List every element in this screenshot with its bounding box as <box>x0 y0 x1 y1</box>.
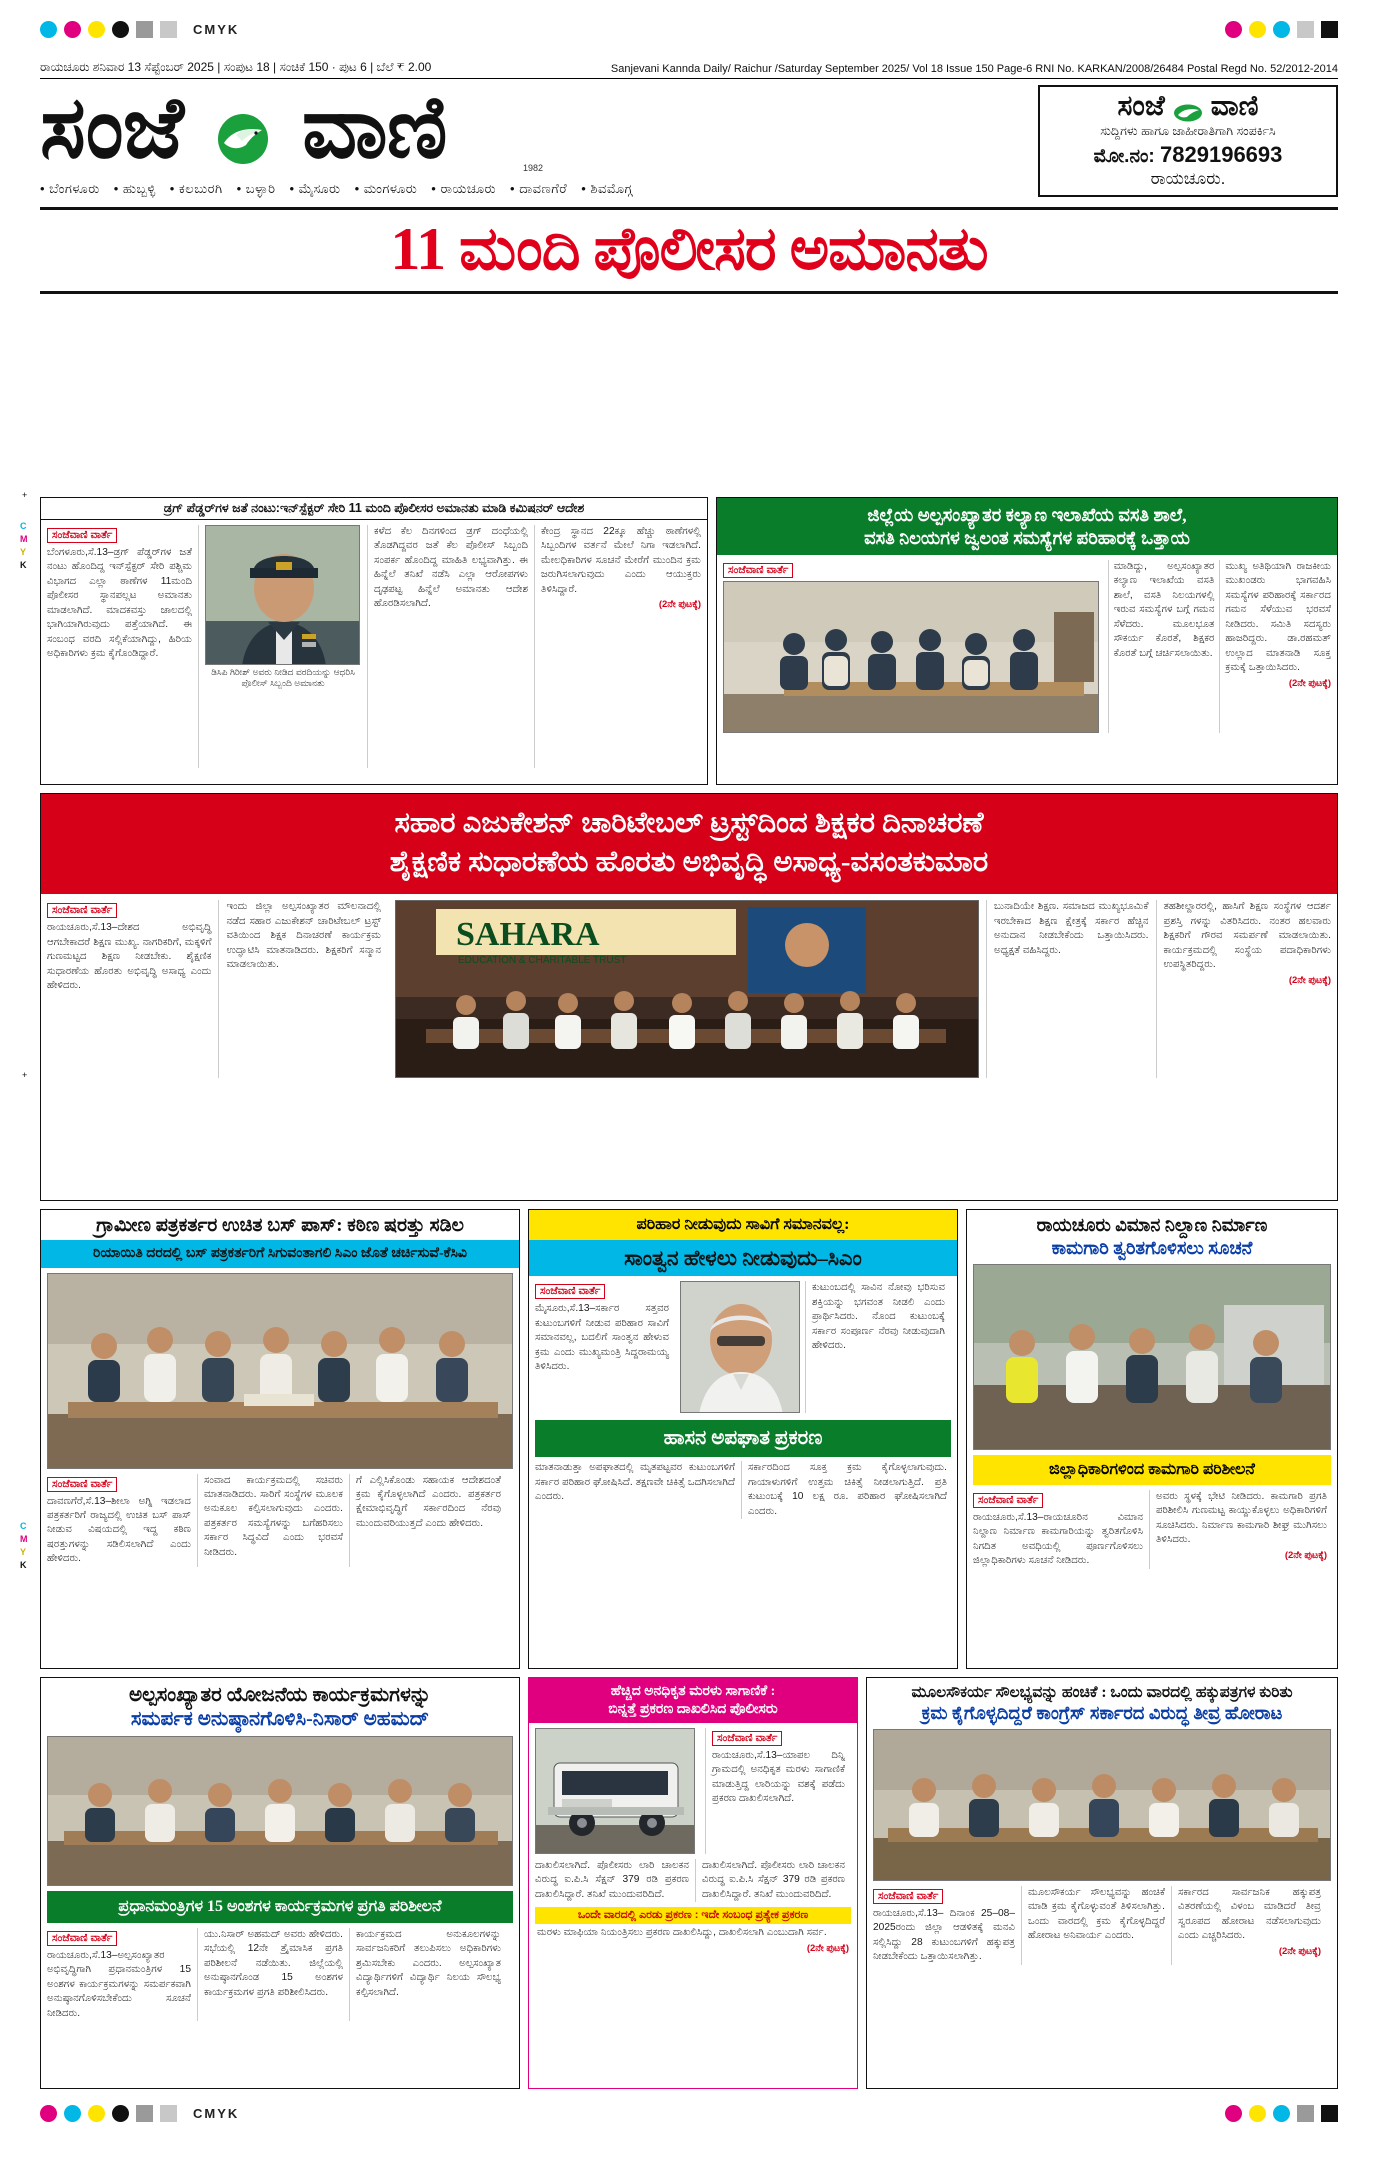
sahara-col1: ರಾಯಚೂರು,ಸೆ.13–ದೇಶದ ಅಭಿವೃದ್ಧಿ ಆಗಬೇಕಾದರೆ ಶಿಕ್ಷಣ ಮುಖ್ಯ. ನಾಗರಿಕರಿಗೆ, ಮಕ್ಕಳಿಗೆ ಗುಣಮಟ್ಟದ ಶಿಕ್ಷಣ ನೀಡಬೇಕು. ಶೈಕ್ಷಣಿಕ ಸುಧಾರಣೆಯ ಹೊರತು ಅಭಿವೃದ್ಧಿ ಅಸಾಧ್ಯ ಎಂದು ಹೇಳಿದರು. <box>47 922 212 992</box>
congress-col2: ಮೂಲಸೌಕರ್ಯ ಸೌಲಭ್ಯವನ್ನು ಹಂಚಿಕೆ ಮಾಡಿ ಕ್ರಮ ಕೈಗೊಳ್ಳುವಂತೆ ತಿಳಿಸಲಾಗಿತ್ತು. ಒಂದು ವಾರದಲ್ಲಿ ಕ್ರಮ ಕೈಗೊಳ್ಳದಿದ್ದರೆ ಹೋರಾಟ ಅನಿವಾರ್ಯ ಎಂದರು. <box>1028 1887 1165 1942</box>
buspass-col3: ಗೆ ಎಲ್ಲಿಸಿಕೊಂಡು ಸಹಾಯಕ ಆದೇಶದಂತೆ ಕ್ರಮ ಕೈಗೊಳ್ಳಲಾಗಿದೆ ಎಂದರು. ಪತ್ರಕರ್ತರ ಕ್ಷೇಮಾಭಿವೃದ್ಧಿಗೆ ಸರ್ಕಾರದಿಂದ ನೆರವು ಮುಂದುವರಿಯುತ್ತದೆ ಎಂದು ಹೇಳಿದರು. <box>356 1474 501 1529</box>
masthead-title-left: ಸಂಜೆ <box>40 80 183 176</box>
buspass-col2: ಸಂವಾದ ಕಾರ್ಯಕ್ರಮದಲ್ಲಿ ಸಚಿವರು ಮಾತನಾಡಿದರು. ಸಾರಿಗೆ ಸಂಸ್ಥೆಗಳ ಮೂಲಕ ಅನುಕೂಲ ಕಲ್ಪಿಸಲಾಗುವುದು ಎಂದರು. ಪತ್ರಕರ್ತರ ಸಮಸ್ಯೆಗಳನ್ನು ಬಗೆಹರಿಸಲು ಸರ್ಕಾರ ಸಿದ್ಧವಿದೆ ಎಂದು ಭರವಸೆ ನೀಡಿದರು. <box>204 1474 343 1558</box>
sahara-banner-subtext: EDUCATION & CHARITABLE TRUST <box>458 955 627 967</box>
city-3: • ಬಳ್ಳಾರಿ <box>237 181 276 197</box>
truck-col1: ರಾಯಚೂರು,ಸೆ.13–ಯಾಪಲ ದಿನ್ನಿ ಗ್ರಾಮದಲ್ಲಿ ಅನಧಿಕೃತ ಮರಳು ಸಾಗಾಣಿಕೆ ಮಾಡುತ್ತಿದ್ದ ಲಾರಿಯನ್ನು ವಶಕ್ಕೆ ಪಡೆದು ಪ್ರಕರಣ ದಾಖಲಿಸಲಾಗಿದೆ. <box>712 1750 845 1805</box>
ad-box-phone-number[interactable]: 7829196693 <box>1160 142 1283 167</box>
hostel-headline-line1: ಜಿಲ್ಲೆಯ ಅಲ್ಪಸಂಖ್ಯಾತರ ಕಲ್ಯಾಣ ಇಲಾಖೆಯ ವಸತಿ ಶಾಲೆ, <box>867 505 1187 525</box>
registration-dots-left <box>40 21 177 38</box>
sahara-col2: ಇಂದು ಜಿಲ್ಲಾ ಅಲ್ಪಸಂಖ್ಯಾತರ ಮೌಲನಾದಲ್ಲಿ ನಡೆದ ಸಹಾರ ಎಜುಕೇಶನ್ ಚಾರಿಟೇಬಲ್ ಟ್ರಸ್ಟ್ ವತಿಯಿಂದ ಶಿಕ್ಷಕ ದಿನಾಚರಣೆ ಕಾರ್ಯಕ್ರಮ ಉದ್ಘಾಟಿಸಿ ಮಾತನಾಡಿದರು. ಶಿಕ್ಷಕರಿಗೆ ಸನ್ಮಾನ ಮಾಡಲಾಯಿತು. <box>226 901 381 971</box>
sahara-col4: ತಹಶೀಲ್ದಾರರಲ್ಲಿ, ಹಾಸಿಗೆ ಶಿಕ್ಷಣ ಸಂಸ್ಥೆಗಳ ಆದರ್ಶ ಪ್ರಶಸ್ತಿ ಗಳನ್ನು ವಿತರಿಸಿದರು. ನಂತರ ಹಲವಾರು ಶಿಕ್ಷಕರಿಗೆ ಗೌರವ ಸಮರ್ಪಣೆ ಮಾಡಲಾಯಿತು. ಕಾರ್ಯಕ್ರಮದಲ್ಲಿ ಸಂಸ್ಥೆಯ ಪದಾಧಿಕಾರಿಗಳು ಉಪಸ್ಥಿತರಿದ್ದರು. <box>1163 901 1331 971</box>
lead-headline: 11 ಮಂದಿ ಪೊಲೀಸರ ಅಮಾನತು <box>390 216 988 282</box>
buspass-byline: ಸಂಜೆವಾಣಿ ವಾರ್ತೆ <box>47 1477 117 1492</box>
minority-bar-line1: ಅಲ್ಪಸಂಖ್ಯಾತರ ಯೋಜನೆಯ ಕಾರ್ಯಕ್ರಮಗಳನ್ನು <box>129 1684 431 1706</box>
truck-bar-line2: ಬಿನ್ನತ್ತೆ ಪ್ರಕರಣ ದಾಖಲಿಸಿದ ಪೊಲೀಸರು <box>608 1701 778 1717</box>
truck-col2b: ದಾಖಲಿಸಲಾಗಿದೆ. ಪೊಲೀಸರು ಲಾರಿ ಚಾಲಕನ ವಿರುದ್ಧ ಐ.ಪಿ.ಸಿ ಸೆಕ್ಷನ್ 379 ರಡಿ ಪ್ರಕರಣ ದಾಖಲಿಸಿದ್ದಾರೆ. ತನಿಖೆ ಮುಂದುವರಿದಿದೆ. <box>702 1860 845 1900</box>
police-officer-photo <box>205 525 360 665</box>
police-continue[interactable]: (2ನೇ ಪುಟಕ್ಕೆ) <box>658 599 701 611</box>
congress-bar-line1: ಮೂಲಸೌಕರ್ಯ ಸೌಲಭ್ಯವನ್ನು ಹಂಚಿಕೆ : ಒಂದು ವಾರದಲ್ಲಿ ಹಕ್ಕುಪತ್ರಗಳ ಕುರಿತು <box>911 1684 1293 1701</box>
minority-sub-bar: ಪ್ರಧಾನಮಂತ್ರಿಗಳ 15 ಅಂಶಗಳ ಕಾರ್ಯಕ್ರಮಗಳ ಪ್ರಗತಿ ಪರಿಶೀಲನೆ <box>47 1891 513 1923</box>
cm-bar-line1: ಪರಿಹಾರ ನೀಡುವುದು ಸಾವಿಗೆ ಸಮಾನವಲ್ಲ: <box>529 1210 957 1240</box>
story-sand-truck <box>528 1677 858 2089</box>
print-registration-strip-top <box>0 12 1378 46</box>
side-cmyk-marks-1: C M Y K <box>20 521 28 571</box>
cm-col1: ಮೈಸೂರು,ಸೆ.13–ಸರ್ಕಾರ ಸತ್ತವರ ಕುಟುಂಬಗಳಿಗೆ ನೀಡುವ ಪರಿಹಾರ ಸಾವಿಗೆ ಸಮಾನವಲ್ಲ, ಬದಲಿಗೆ ಸಾಂತ್ವನ ಹೇಳುವ ಕ್ರಮ ಎಂದು ಮುಖ್ಯಮಂತ್ರಿ ಸಿದ್ದರಾಮಯ್ಯ ತಿಳಿಸಿದರು. <box>535 1303 669 1373</box>
edition-line-kannada: ರಾಯಚೂರು ಶನಿವಾರ 13 ಸೆಪ್ಟೆಂಬರ್ 2025 | ಸಂಪುಟ 18 | ಸಂಚಿಕೆ 150 · ಪುಟ 6 | ಬೆಲೆ ₹ 2.00 <box>40 60 432 74</box>
congress-col3: ಸರ್ಕಾರದ ಸಾರ್ವಜನಿಕ ಹಕ್ಕುಪತ್ರ ವಿತರಣೆಯಲ್ಲಿ ವಿಳಂಬ ಮಾಡಿದರೆ ತೀವ್ರ ಸ್ವರೂಪದ ಹೋರಾಟ ನಡೆಸಲಾಗುವುದು ಎಂದು ಎಚ್ಚರಿಸಿದರು. <box>1178 1887 1321 1942</box>
cm-hasana-bar: ಹಾಸನ ಅಪಘಾತ ಪ್ರಕರಣ <box>535 1420 951 1457</box>
airport-col1: ರಾಯಚೂರು,ಸೆ.13–ರಾಯಚೂರಿನ ವಿಮಾನ ನಿಲ್ದಾಣ ನಿರ್ಮಾಣ ಕಾಮಗಾರಿಯನ್ನು ತ್ವರಿತಗೊಳಿಸಿ ನಿಗದಿತ ಅವಧಿಯಲ್ಲಿ ಪೂರ್ಣಗೊಳಿಸಲು ಜಿಲ್ಲಾಧಿಕಾರಿಗಳು ಸೂಚನೆ ನೀಡಿದರು. <box>973 1512 1143 1567</box>
airport-continue[interactable]: (2ನೇ ಪುಟಕ್ಕೆ) <box>1284 1549 1327 1561</box>
city-7: • ದಾವಣಗೆರೆ <box>510 181 567 197</box>
truck-footer-text: ಮರಳು ಮಾಫಿಯಾ ನಿಯಂತ್ರಿಸಲು ಪ್ರಕರಣ ದಾಖಲಿಸಿದ್ದು, ದಾಖಲಿಸಲಾಗಿ ಎಂಬುದಾಗಿ ಸರ್ವ. <box>537 1927 827 1939</box>
congress-meeting-photo <box>873 1729 1331 1881</box>
sahara-continue[interactable]: (2ನೇ ಪುಟಕ್ಕೆ) <box>1288 974 1331 986</box>
sahara-col3: ಬುನಾದಿಯೇ ಶಿಕ್ಷಣ. ಸಮಾಜದ ಮುಖ್ಯಭೂಮಿಕೆ ಇರಬೇಕಾದ ಶಿಕ್ಷಣ ಕ್ಷೇತ್ರಕ್ಕೆ ಸರ್ಕಾರ ಹೆಚ್ಚಿನ ಅನುದಾನ ನೀಡಬೇಕೆಂದು ಒತ್ತಾಯಿಸಿದರು. ಅಧ್ಯಕ್ಷತೆ ವಹಿಸಿದ್ದರು. <box>994 901 1149 956</box>
airport-site-photo <box>973 1264 1331 1450</box>
airport-byline: ಸಂಜೆವಾಣಿ ವಾರ್ತೆ <box>973 1493 1043 1508</box>
edition-cities <box>40 181 1026 197</box>
hostel-col2: ಮುಖ್ಯ ಅತಿಥಿಯಾಗಿ ರಾಜಕೀಯ ಮುಖಂಡರು ಭಾಗವಹಿಸಿ ಸಮಸ್ಯೆಗಳ ಪರಿಹಾರಕ್ಕೆ ಸರ್ಕಾರದ ಗಮನ ಸೆಳೆಯುವ ಭರವಸೆ ನೀಡಿದರು. ಸಮಿತಿ ಸದಸ್ಯರು ಹಾಜರಿದ್ದರು. ಡಾ.ರಹಮತ್ ಉಲ್ಲಾದ ಮಾತನಾಡಿ ಸೂಕ್ತ ಕ್ರಮಕ್ಕೆ ಒತ್ತಾಯಿಸಿದರು. <box>1225 561 1331 674</box>
crop-mark-mid: + <box>22 1070 28 1080</box>
story-congress <box>866 1677 1338 2089</box>
story-buspass <box>40 1209 520 1669</box>
city-2: • ಕಲಬುರಗಿ <box>170 181 223 197</box>
police-photo-caption: ಡಿಸಿಪಿ ಗಿರೀಶ್ ಅವರು ನೀಡಿದ ವರದಿಯನ್ನು ಆಧರಿಸಿ ಪೊಲೀಸ್ ಸಿಬ್ಬಂದಿ ಅಮಾನತು <box>211 667 355 688</box>
cm-byline: ಸಂಜೆವಾಣಿ ವಾರ್ತೆ <box>535 1284 605 1299</box>
masthead-title-right: ವಾಣಿ <box>302 80 447 176</box>
established-year: 1982 <box>522 163 544 173</box>
truck-footer-bar: ಒಂದೇ ವಾರದಲ್ಲಿ ಎರಡು ಪ್ರಕರಣ : ಇದೇ ಸಂಬಂಧ ಪ್ರತ್ಯೇಕ ಪ್ರಕರಣ <box>535 1907 851 1924</box>
edition-line-english: Sanjevani Kannda Daily/ Raichur /Saturday September 2025/ Vol 18 Issue 150 Page-6 RNI No. KARKAN/2008/26484 Postal Regd No. 52/2012-2014 <box>610 63 1338 75</box>
masthead-title-block <box>40 80 1026 197</box>
city-6: • ರಾಯಚೂರು <box>431 181 496 197</box>
minority-meeting-photo <box>47 1736 513 1886</box>
cmyk-label-bottom: CMYK <box>193 2105 240 2121</box>
ad-box-title-left: ಸಂಜೆ <box>1117 91 1165 122</box>
buspass-col1: ದಾವಣಗೆರೆ,ಸೆ.13–ಶೀಲಾ ಅಗ್ನಿ ಇಡಲಾದ ಪತ್ರಕರ್ತರಿಗೆ ರಾಜ್ಯದಲ್ಲಿ ಉಚಿತ ಬಸ್ ಪಾಸ್ ನೀಡುವ ವಿಷಯದಲ್ಲಿ ಇದ್ದ ಕಠಿಣ ಷರತ್ತುಗಳನ್ನು ಸಡಿಲಿಸಲಾಗಿದೆ ಎಂದು ಹೇಳಿದರು. <box>47 1495 191 1565</box>
cm-col4: ಸರ್ಕಾರದಿಂದ ಸೂಕ್ತ ಕ್ರಮ ಕೈಗೊಳ್ಳಲಾಗುವುದು. ಗಾಯಾಳುಗಳಿಗೆ ಉತ್ತಮ ಚಿಕಿತ್ಸೆ ನೀಡಲಾಗುತ್ತಿದೆ. ಪ್ರತಿ ಕುಟುಂಬಕ್ಕೆ 10 ಲಕ್ಷ ರೂ. ಪರಿಹಾರ ಘೋಷಿಸಲಾಗಿದೆ ಎಂದರು. <box>748 1462 947 1517</box>
ad-box-title-right: ವಾಣಿ <box>1210 91 1259 122</box>
truck-bar-line1: ಹೆಚ್ಚಿದ ಅನಧಿಕೃತ ಮರಳು ಸಾಗಾಣಿಕೆ : <box>610 1684 776 1699</box>
police-byline: ಸಂಜೆವಾಣಿ ವಾರ್ತೆ <box>47 528 117 543</box>
airport-sub-bar: ಜಿಲ್ಲಾಧಿಕಾರಿಗಳಿಂದ ಕಾಮಗಾರಿ ಪರಿಶೀಲನೆ <box>973 1455 1331 1485</box>
hostel-col1: ಮಾಡಿದ್ದು, ಅಲ್ಪಸಂಖ್ಯಾತರ ಕಲ್ಯಾಣ ಇಲಾಖೆಯ ವಸತಿ ಶಾಲೆ, ವಸತಿ ನಿಲಯಗಳಲ್ಲಿ ಇರುವ ಸಮಸ್ಯೆಗಳ ಬಗ್ಗೆ ಗಮನ ಸೆಳೆದರು. ಮೂಲಭೂತ ಸೌಕರ್ಯ ಕೊರತೆ, ಶಿಕ್ಷಕರ ಕೊರತೆ ಬಗ್ಗೆ ಚರ್ಚಿಸಲಾಯಿತು. <box>1113 561 1215 659</box>
ad-box-city: ರಾಯಚೂರು. <box>1150 169 1226 188</box>
cmyk-label-left: CMYK <box>193 21 240 37</box>
city-4: • ಮೈಸೂರು <box>289 181 340 197</box>
hostel-meeting-photo <box>723 581 1099 733</box>
police-kicker: ಡ್ರಗ್ ಪೆಡ್ಡರ್‌ಗಳ ಜತೆ ನಂಟು:ಇನ್‌ಸ್ಪೆಕ್ಟರ್ ಸೇರಿ 11 ಮಂದಿ ಪೊಲೀಸರ ಅಮಾನತು ಮಾಡಿ ಕಮಿಷನರ್ ಆದೇಶ <box>41 498 707 520</box>
side-cmyk-marks-2: C M Y K <box>20 1521 28 1571</box>
truck-col2: ದಾಖಲಿಸಲಾಗಿದೆ. ಪೊಲೀಸರು ಲಾರಿ ಚಾಲಕನ ವಿರುದ್ಧ ಐ.ಪಿ.ಸಿ ಸೆಕ್ಷನ್ 379 ರಡಿ ಪ್ರಕರಣ ದಾಖಲಿಸಿದ್ದಾರೆ. ತನಿಖೆ ಮುಂದುವರಿದಿದೆ. <box>535 1860 689 1900</box>
story-sahara <box>40 793 1338 1201</box>
cm-col2: ಕುಟುಂಬದಲ್ಲಿ ಸಾವಿನ ನೋವು ಭರಿಸುವ ಶಕ್ತಿಯನ್ನು ಭಗವಂತ ನೀಡಲಿ ಎಂದು ಪ್ರಾರ್ಥಿಸಿದರು. ನೊಂದ ಕುಟುಂಬಕ್ಕೆ ಸರ್ಕಾರ ಸಂಪೂರ್ಣ ನೆರವು ನೀಡುವುದಾಗಿ ಹೇಳಿದರು. <box>812 1282 945 1352</box>
city-5: • ಮಂಗಳೂರು <box>355 181 418 197</box>
hostel-continue[interactable]: (2ನೇ ಪುಟಕ್ಕೆ) <box>1288 677 1331 689</box>
lead-headline-banner <box>40 207 1338 294</box>
contact-advert-box <box>1038 85 1338 197</box>
registration-dots-right <box>1225 21 1338 38</box>
story-minority <box>40 1677 520 2089</box>
city-1: • ಹುಬ್ಬಳ್ಳಿ <box>114 181 156 197</box>
police-col1: ಬೆಂಗಳೂರು,ಸೆ.13–ಡ್ರಗ್ ಪೆಡ್ಡರ್‌ಗಳ ಜತೆ ನಂಟು ಹೊಂದಿದ್ದ ಇನ್‌ಸ್ಪೆಕ್ಟರ್ ಸೇರಿ ಪಶ್ಚಿಮ ವಿಭಾಗದ ಎಲ್ಲಾ ಠಾಣೆಗಳ 11ಮಂದಿ ಪೊಲೀಸರ ಸ್ಥಾನಪಲ್ಲಟ ಅಮಾನತು ಮಾಡಲಾಗಿದೆ. ಮಾದಕವಸ್ತು ಜಾಲದಲ್ಲಿ ಭಾಗಿಯಾಗಿರುವುದು ಪತ್ತೆಯಾಗಿದೆ. ಈ ಸಂಬಂಧ ವರದಿ ಸಲ್ಲಿಕೆಯಾಗಿದ್ದು, ಹಿರಿಯ ಅಧಿಕಾರಿಗಳು ಕ್ರಮ ಕೈಗೊಂಡಿದ್ದಾರೆ. <box>47 547 193 660</box>
airport-col2: ಅವರು ಸ್ಥಳಕ್ಕೆ ಭೇಟಿ ನೀಡಿದರು. ಕಾಮಗಾರಿ ಪ್ರಗತಿ ಪರಿಶೀಲಿಸಿ ಗುಣಮಟ್ಟ ಕಾಯ್ದುಕೊಳ್ಳಲು ಅಧಿಕಾರಿಗಳಿಗೆ ಸೂಚಿಸಿದರು. ನಿರ್ಮಾಣ ಕಾಮಗಾರಿ ಶೀಘ್ರ ಮುಗಿಸಲು ತಿಳಿಸಿದರು. <box>1156 1491 1327 1546</box>
story-airport <box>966 1209 1338 1669</box>
hostel-byline: ಸಂಜೆವಾಣಿ ವಾರ್ತೆ <box>723 563 793 578</box>
city-8: • ಶಿವಮೊಗ್ಗ <box>581 181 633 197</box>
minority-col3: ಕಾರ್ಯಕ್ರಮದ ಅನುಕೂಲಗಳನ್ನು ಸಾರ್ವಜನಿಕರಿಗೆ ತಲುಪಿಸಲು ಅಧಿಕಾರಿಗಳು ಶ್ರಮಿಸಬೇಕು ಎಂದರು. ಅಲ್ಪಸಂಖ್ಯಾತ ವಿದ್ಯಾರ್ಥಿಗಳಿಗೆ ವಿದ್ಯಾರ್ಥಿ ನಿಲಯ ಸೌಲಭ್ಯ ಕಲ್ಪಿಸಲಾಗಿದೆ. <box>356 1929 501 1998</box>
buspass-headline: ಗ್ರಾಮೀಣ ಪತ್ರಕರ್ತರ ಉಚಿತ ಬಸ್ ಪಾಸ್: ಕಠಿಣ ಷರತ್ತು ಸಡಿಲ <box>96 1215 464 1236</box>
story-police <box>40 497 708 785</box>
airport-bar-line1: ರಾಯಚೂರು ವಿಮಾನ ನಿಲ್ದಾಣ ನಿರ್ಮಾಣ <box>1036 1215 1268 1235</box>
dove-mini-icon <box>1173 98 1203 116</box>
story-cm <box>528 1209 958 1669</box>
minority-byline: ಸಂಜೆವಾಣಿ ವಾರ್ತೆ <box>47 1931 117 1946</box>
ad-box-subtitle: ಸುದ್ದಿಗಳು ಹಾಗೂ ಜಾಹೀರಾತಿಗಾಗಿ ಸಂಪರ್ಕಿಸಿ <box>1100 124 1276 138</box>
congress-col1: ರಾಯಚೂರು,ಸೆ.13– ದಿನಾಂಕ 25–08–2025ರಂದು ಜಿಲ್ಲಾ ಆಡಳಿತಕ್ಕೆ ಮನವಿ ಸಲ್ಲಿಸಿದ್ದು 28 ಕುಟುಂಬಗಳಿಗೆ ಹಕ್ಕುಪತ್ರ ನೀಡಬೇಕೆಂದು ಒತ್ತಾಯಿಸಲಾಗಿತ್ತು. <box>873 1908 1015 1963</box>
registration-dots-bottom-right <box>1225 2105 1338 2122</box>
hostel-headline-line2: ವಸತಿ ನಿಲಯಗಳ ಜ್ವಲಂತ ಸಮಸ್ಯೆಗಳ ಪರಿಹಾರಕ್ಕೆ ಒತ್ತಾಯ <box>864 527 1190 548</box>
minority-col2: ಯು.ನಿಸಾರ್ ಅಹಮದ್ ಅವರು ಹೇಳಿದರು. ಸಭೆಯಲ್ಲಿ 12ನೇ ತ್ರೈಮಾಸಿಕ ಪ್ರಗತಿ ಪರಿಶೀಲನೆ ನಡೆಯಿತು. ಜಿಲ್ಲೆಯಲ್ಲಿ ಅನುಷ್ಠಾನಗೊಂಡ 15 ಅಂಶಗಳ ಕಾರ್ಯಕ್ರಮಗಳ ಪ್ರಗತಿ ಪರಿಶೀಲಿಸಿದರು. <box>204 1929 343 1998</box>
sahara-headline-line1: ಸಹಾರ ಎಜುಕೇಶನ್ ಚಾರಿಟೇಬಲ್ ಟ್ರಸ್ಟ್‌ದಿಂದ ಶಿಕ್ಷಕರ ದಿನಾಚರಣೆ <box>394 807 984 839</box>
sahara-banner-text: SAHARA <box>456 916 600 954</box>
dove-logo-icon <box>206 93 280 145</box>
congress-byline: ಸಂಜೆವಾಣಿ ವಾರ್ತೆ <box>873 1889 943 1904</box>
masthead <box>40 60 1338 294</box>
cm-portrait-photo <box>680 1281 800 1413</box>
cm-col3: ಮಾತನಾಡುತ್ತಾ ಅಪಘಾತದಲ್ಲಿ ಮೃತಪಟ್ಟವರ ಕುಟುಂಬಗಳಿಗೆ ಸರ್ಕಾರ ಪರಿಹಾರ ಘೋಷಿಸಿದೆ. ತಕ್ಷಣವೇ ಚಿಕಿತ್ಸೆ ಒದಗಿಸಲಾಗಿದೆ ಎಂದರು. <box>535 1462 735 1503</box>
city-0: • ಬೆಂಗಳೂರು <box>40 181 100 197</box>
congress-bar-line2: ಕ್ರಮ ಕೈಗೊಳ್ಳದಿದ್ದರೆ ಕಾಂಗ್ರೆಸ್ ಸರ್ಕಾರದ ವಿರುದ್ಧ ತೀವ್ರ ಹೋರಾಟ <box>921 1703 1283 1723</box>
truck-continue[interactable]: (2ನೇ ಪುಟಕ್ಕೆ) <box>806 1942 849 1954</box>
sahara-headline-line2: ಶೈಕ್ಷಣಿಕ ಸುಧಾರಣೆಯ ಹೊರತು ಅಭಿವೃದ್ಧಿ ಅಸಾಧ್ಯ-ವಸಂತಕುಮಾರ <box>389 846 989 879</box>
congress-continue[interactable]: (2ನೇ ಪುಟಕ್ಕೆ) <box>1278 1945 1321 1957</box>
minority-col1: ರಾಯಚೂರು,ಸೆ.13–ಅಲ್ಪಸಂಖ್ಯಾತರ ಅಭಿವೃದ್ಧಿಗಾಗಿ ಪ್ರಧಾನಮಂತ್ರಿಗಳ 15 ಅಂಶಗಳ ಕಾರ್ಯಕ್ರಮಗಳನ್ನು ಸಮರ್ಪಕವಾಗಿ ಅನುಷ್ಠಾನಗೊಳಿಸಬೇಕೆಂದು ಸೂಚನೆ ನೀಡಿದರು. <box>47 1950 191 2019</box>
sahara-stage-photo <box>395 900 979 1078</box>
minority-bar-line2: ಸಮರ್ಪಕ ಅನುಷ್ಠಾನಗೊಳಿಸಿ-ನಿಸಾರ್ ಅಹಮದ್ <box>130 1708 430 1730</box>
police-col3: ಕೇಂದ್ರ ಸ್ಥಾನದ 22ಕ್ಕೂ ಹೆಚ್ಚು ಠಾಣೆಗಳಲ್ಲಿ ಸಿಬ್ಬಂದಿಗಳ ವರ್ತನೆ ಮೇಲೆ ನಿಗಾ ಇಡಲಾಗಿದೆ. ಮೇಲಧಿಕಾರಿಗಳ ಸೂಚನೆ ಮೇರೆಗೆ ಮುಂದಿನ ಕ್ರಮ ಜರುಗಿಸಲಾಗುವುದು ಎಂದು ಆಯುಕ್ತರು ತಿಳಿಸಿದ್ದಾರೆ. <box>541 526 701 595</box>
cm-bar-line2: ಸಾಂತ್ವನ ಹೇಳಲು ನೀಡುವುದು–ಸಿಎಂ <box>529 1240 957 1276</box>
sahara-byline: ಸಂಜೆವಾಣಿ ವಾರ್ತೆ <box>47 903 117 918</box>
registration-dots-bottom-left <box>40 2105 177 2122</box>
ad-box-phone-label: ಮೋ.ನಂ: <box>1093 146 1155 167</box>
truck-byline: ಸಂಜೆವಾಣಿ ವಾರ್ತೆ <box>712 1731 782 1746</box>
buspass-meeting-photo <box>47 1273 513 1469</box>
crop-mark-top: + <box>22 490 28 500</box>
buspass-subhead: ರಿಯಾಯಿತಿ ದರದಲ್ಲಿ ಬಸ್ ಪತ್ರಕರ್ತರಿಗೆ ಸಿಗುವಂತಾಗಲಿ ಸಿಎಂ ಜೊತೆ ಚರ್ಚಿಸುವೆ-ಕೆಸಿವಿ <box>41 1240 519 1268</box>
print-registration-strip-bottom <box>0 2096 1378 2130</box>
story-hostel <box>716 497 1338 785</box>
police-col2: ಕಳೆದ ಕೆಲ ದಿನಗಳಿಂದ ಡ್ರಗ್ ದಂಧೆಯಲ್ಲಿ ತೊಡಗಿದ್ದವರ ಜತೆ ಕೆಲ ಪೊಲೀಸ್ ಸಿಬ್ಬಂದಿ ಸಂಪರ್ಕ ಹೊಂದಿದ್ದ ಮಾಹಿತಿ ಲಭ್ಯವಾಗಿತ್ತು. ಈ ಹಿನ್ನೆಲೆ ತನಿಖೆ ನಡೆಸಿ ಎಲ್ಲಾ ಆರೋಪಗಳು ದೃಢಪಟ್ಟ ಹಿನ್ನೆಲೆ ಅಮಾನತು ಆದೇಶ ಹೊರಡಿಸಲಾಗಿದೆ. <box>374 526 529 610</box>
airport-bar-line2: ಕಾಮಗಾರಿ ತ್ವರಿತಗೊಳಿಸಲು ಸೂಚನೆ <box>1051 1238 1253 1258</box>
truck-photo <box>535 1728 695 1854</box>
